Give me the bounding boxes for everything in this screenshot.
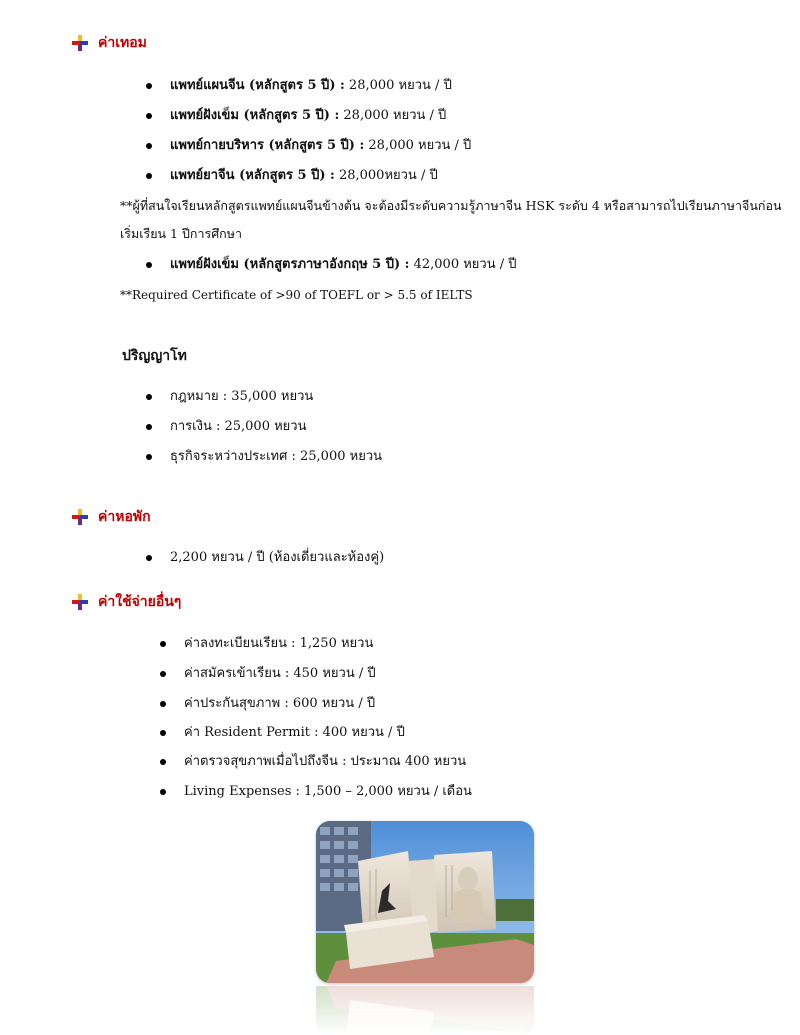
note-hsk-line1: **ผู้ที่สนใจเรียนหลักสูตรแพทย์แผนจีนข้างต้น จะต้องมีระดับความรู้ภาษาจีน HSK ระดับ 4 หรือสามารถไปเรียนภาษาจีนก่อน	[120, 198, 782, 213]
four-color-cross-icon	[72, 594, 88, 610]
item-name: แพทย์แผนจีน (หลักสูตร 5 ปี) :	[170, 78, 345, 93]
list-item	[170, 136, 471, 156]
item-text: ค่า Resident Permit : 400 หยวน / ปี	[184, 725, 405, 740]
bullet-icon	[146, 173, 152, 179]
item-text: ค่าสมัครเข้าเรียน : 450 หยวน / ปี	[184, 666, 376, 681]
item-name: แพทย์ยาจีน (หลักสูตร 5 ปี) :	[170, 168, 335, 183]
section-other-header	[72, 591, 181, 613]
item-name: แพทย์กายบริหาร (หลักสูตร 5 ปี) :	[170, 138, 365, 153]
list-item	[170, 387, 313, 407]
list-item	[170, 447, 382, 467]
bullet-icon	[146, 454, 152, 460]
bullet-icon	[160, 759, 166, 765]
bullet-icon	[160, 671, 166, 677]
section-title: ค่าเทอม	[98, 35, 147, 51]
note-hsk-line2: เริ่มเรียน 1 ปีการศึกษา	[120, 226, 242, 241]
list-item	[184, 723, 405, 743]
list-item	[170, 548, 384, 568]
list-item	[184, 694, 375, 714]
list-item	[184, 664, 376, 684]
bullet-icon	[146, 262, 152, 268]
item-value: 28,000 หยวน / ปี	[364, 138, 472, 153]
list-item	[170, 255, 517, 275]
section-title: ค่าใช้จ่ายอื่นๆ	[98, 594, 182, 610]
item-text: ค่าตรวจสุขภาพเมื่อไปถึงจีน : ประมาณ 400 หยวน	[184, 754, 467, 769]
item-text: ค่าประกันสุขภาพ : 600 หยวน / ปี	[184, 696, 376, 711]
bullet-icon	[160, 701, 166, 707]
item-value: 28,000 หยวน / ปี	[339, 108, 447, 123]
bullet-icon	[146, 143, 152, 149]
list-item	[170, 106, 446, 126]
monument-photo	[316, 821, 534, 983]
item-name: แพทย์ฝังเข็ม (หลักสูตรภาษาอังกฤษ 5 ปี) :	[170, 257, 410, 272]
item-text: ค่าลงทะเบียนเรียน : 1,250 หยวน	[184, 636, 374, 651]
section-title: ค่าหอพัก	[98, 509, 151, 525]
list-item	[184, 634, 373, 654]
list-item	[170, 76, 452, 96]
list-item	[184, 782, 472, 802]
item-text: การเงิน : 25,000 หยวน	[170, 419, 307, 434]
monument-photo-reflection	[316, 986, 534, 1035]
bullet-icon	[160, 641, 166, 647]
note-language-cert: **Required Certificate of >90 of TOEFL or > 5.5 of IELTS	[120, 288, 473, 302]
masters-title: ปริญญาโท	[122, 348, 187, 364]
item-name: แพทย์ฝังเข็ม (หลักสูตร 5 ปี) :	[170, 108, 340, 123]
list-item	[170, 417, 306, 437]
bullet-icon	[160, 730, 166, 736]
four-color-cross-icon	[72, 35, 88, 51]
bullet-icon	[146, 424, 152, 430]
bullet-icon	[160, 789, 166, 795]
item-text: ธุรกิจระหว่างประเทศ : 25,000 หยวน	[170, 449, 383, 464]
item-text: 2,200 หยวน / ปี (ห้องเดี่ยวและห้องคู่)	[170, 550, 385, 565]
four-color-cross-icon	[72, 509, 88, 525]
list-item	[170, 166, 438, 186]
item-text: กฎหมาย : 35,000 หยวน	[170, 389, 314, 404]
item-value: 28,000 หยวน / ปี	[344, 78, 452, 93]
item-value: 28,000หยวน / ปี	[334, 168, 438, 183]
bullet-icon	[146, 555, 152, 561]
item-value: 42,000 หยวน / ปี	[409, 257, 517, 272]
section-tuition-header	[72, 32, 147, 54]
list-item	[184, 752, 466, 772]
item-text: Living Expenses : 1,500 – 2,000 หยวน / เดือน	[184, 784, 472, 799]
bullet-icon	[146, 113, 152, 119]
section-dorm-header	[72, 506, 151, 528]
bullet-icon	[146, 83, 152, 89]
bullet-icon	[146, 394, 152, 400]
